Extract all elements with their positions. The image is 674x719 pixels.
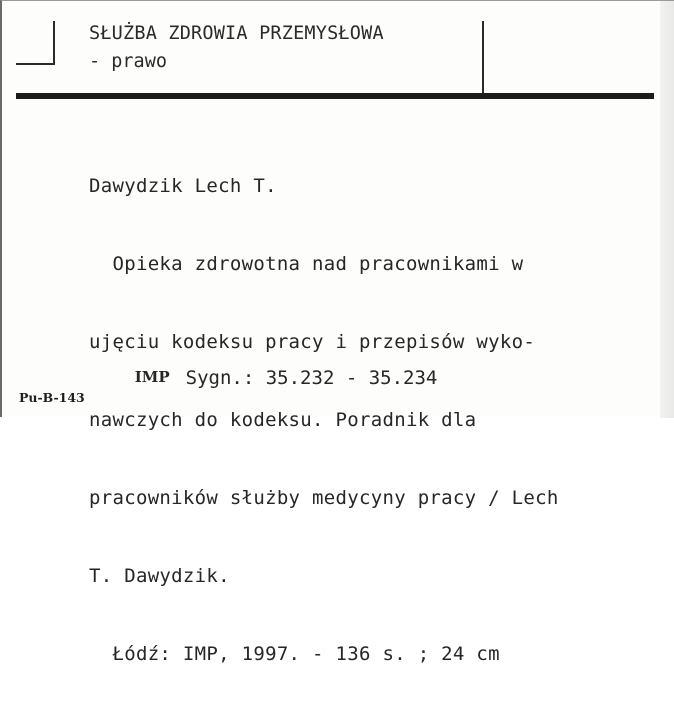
record-imprint: Łódź: IMP, 1997. - 136 s. ; 24 cm <box>89 643 500 665</box>
heading-bracket-vertical <box>53 21 55 65</box>
catalog-code: Pu-B-143 <box>19 390 85 405</box>
call-number: Sygn.: 35.232 - 35.234 <box>185 367 438 389</box>
subject-subdivision: - prawo <box>89 51 167 72</box>
heading-divider-line <box>482 21 484 95</box>
heading-bracket-horizontal <box>16 63 55 65</box>
subject-heading: SŁUŻBA ZDROWIA PRZEMYSŁOWA <box>89 23 384 44</box>
location-mark: IMP <box>134 368 170 386</box>
heading-rule <box>16 93 654 99</box>
record-author: Dawydzik Lech T. <box>89 175 277 197</box>
bibliographic-record <box>89 121 649 719</box>
record-title-line: ujęciu kodeksu pracy i przepisów wyko- <box>89 331 536 353</box>
call-number-line <box>89 335 437 420</box>
record-title-line: nawczych do kodeksu. Poradnik dla <box>89 409 477 431</box>
record-responsibility: T. Dawydzik. <box>89 565 230 587</box>
record-title-line: pracowników służby medycyny pracy / Lech <box>89 487 559 509</box>
record-title-line: Opieka zdrowotna nad pracownikami w <box>89 253 524 275</box>
card-edge-shading <box>660 1 674 418</box>
